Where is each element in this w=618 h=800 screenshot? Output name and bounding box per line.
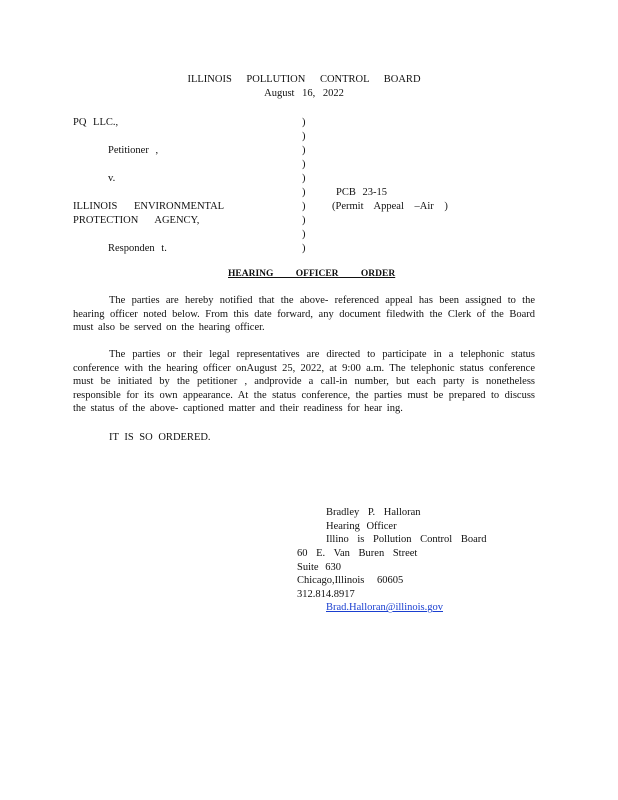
- address-block: [297, 547, 443, 615]
- respondent-name-line2: PROTECTION AGENCY,: [73, 215, 200, 226]
- address-city: Chicago,Illinois 60605: [297, 575, 404, 587]
- phone-number: 312.814.8917: [297, 588, 355, 600]
- officer-title: Hearing Officer: [326, 520, 397, 532]
- address-street: 60 E. Van Buren Street: [297, 548, 418, 559]
- paren: ): [302, 201, 306, 212]
- caption-parentheses: [302, 116, 312, 256]
- case-type: (Permit Appeal –Air ): [332, 201, 448, 212]
- order-title: HEARING OFFICER ORDER: [228, 269, 396, 279]
- respondent-name-line1: ILLINOIS ENVIRONMENTAL: [73, 201, 225, 212]
- paren: ): [302, 159, 306, 170]
- paren: ): [302, 131, 306, 142]
- paren: ): [302, 243, 306, 254]
- paren: ): [302, 229, 306, 240]
- paren: ): [302, 117, 306, 128]
- address-suite: Suite 630: [297, 561, 341, 573]
- case-caption: [73, 116, 303, 256]
- paragraph-status-conference: The parties or their legal representatives are directed to participate in a telephonic status conference with the hearing officer onAugust 25, 2022, at 9:00 a.m. The telephonic status conference must be initiated by the petitioner , andprovide a call-in number, but each party is nonetheless responsible for its own appearance. At the status conference, the parties must be prepared to discuss the status of the above- captioned matter and their readiness for hear ing.: [73, 349, 535, 414]
- officer-name: Bradley P. Halloran: [326, 507, 421, 518]
- paren: ): [302, 187, 306, 198]
- email-link[interactable]: Brad.Halloran@illinois.gov: [326, 602, 443, 614]
- paragraph-assignment: The parties are hereby notified that the above- referenced appeal has been assigned to the hearing officer noted below. From this date forward, any document filedwith the Clerk of the Board must also be served on the hearing officer.: [73, 295, 535, 333]
- paren: ): [302, 173, 306, 184]
- petitioner-role: Petitioner ,: [108, 145, 159, 156]
- board-name: ILLINOIS POLLUTION CONTROL BOARD: [187, 74, 421, 85]
- paren: ): [302, 215, 306, 226]
- so-ordered: IT IS SO ORDERED.: [109, 432, 211, 443]
- paren: ): [302, 145, 306, 156]
- petitioner-name: PQ LLC.,: [73, 117, 119, 128]
- order-date: August 16, 2022: [264, 88, 344, 99]
- versus-label: v.: [108, 173, 116, 184]
- signature-block: [326, 506, 487, 547]
- case-number: PCB 23-15: [336, 187, 387, 198]
- officer-organization: Illino is Pollution Control Board: [326, 534, 487, 546]
- respondent-role: Responden t.: [108, 243, 167, 254]
